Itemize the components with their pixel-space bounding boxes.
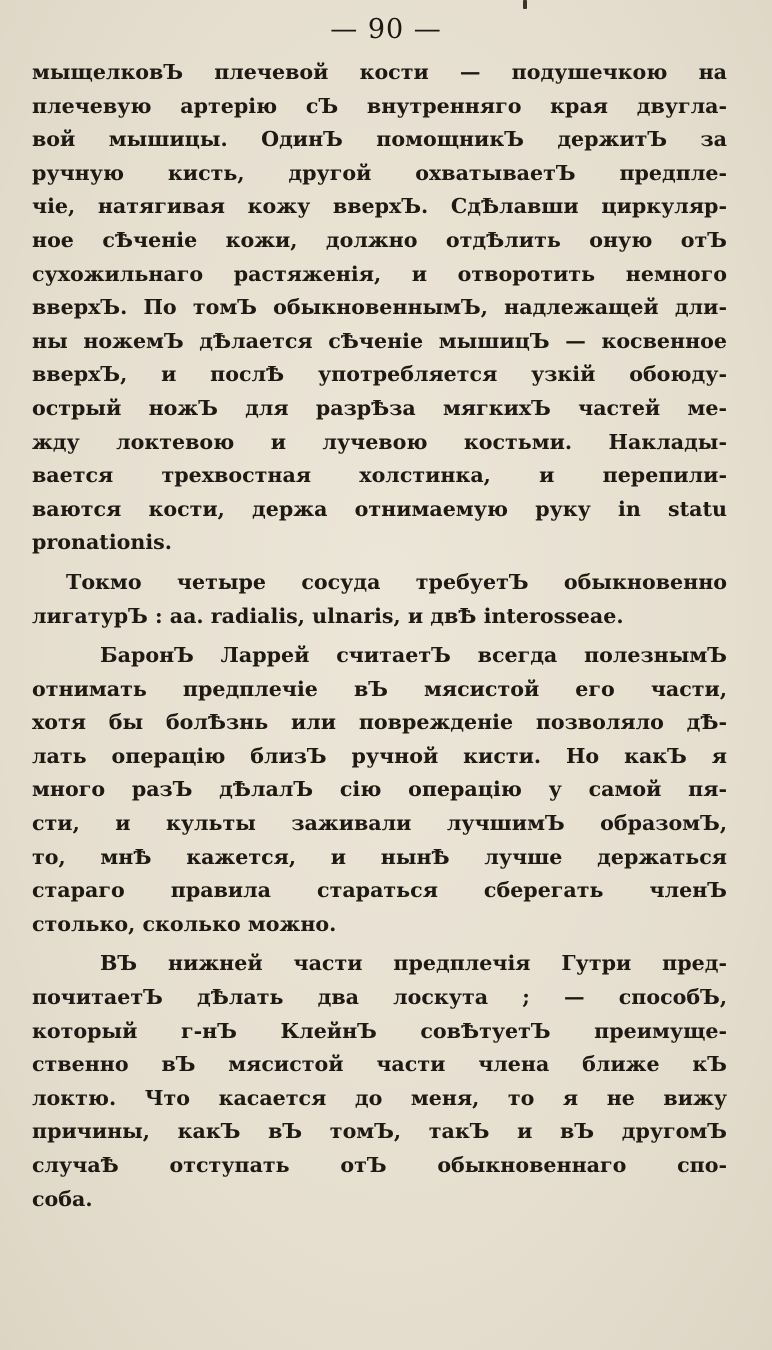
text-line: лигатурЪ : aa. radialis, ulnaris, и двѢ interosseae. — [32, 603, 624, 628]
text-line: который г-нЪ КлейнЪ совѢтуетЪ преимуще- — [32, 1018, 727, 1043]
paragraph — [32, 56, 727, 560]
text-line: ручную кисть, другой охватываетЪ предпле- — [32, 160, 727, 185]
text-line: локтю. Что касается до меня, то я не вижу — [32, 1085, 727, 1110]
paragraph — [32, 639, 727, 941]
text-line: жду локтевою и лучевою костьми. Наклады- — [32, 429, 727, 454]
text-line: вверхЪ. По томЪ обыкновеннымЪ, надлежащей дли- — [32, 295, 727, 320]
text-line: вается трехвостная холстинка, и перепили- — [32, 463, 727, 488]
text-line: ны ножемЪ дѢлается сѢченіе мышицЪ — косвенное — [32, 328, 727, 353]
body-text — [32, 56, 727, 1216]
text-line: ное сѢченіе кожи, должно отдѢлить оную отЪ — [32, 227, 727, 252]
text-line: отнимать предплечіе вЪ мясистой его части, — [32, 676, 727, 701]
text-line: хотя бы болѢзнь или поврежденіе позволяло дѢ- — [32, 710, 727, 735]
text-line: много разЪ дѢлалЪ сію операцію у самой пя- — [32, 777, 727, 802]
text-line: вверхЪ, и послѢ употребляется узкій обоюду- — [32, 362, 727, 387]
text-line: сти, и культы заживали лучшимЪ образомЪ, — [32, 811, 727, 836]
text-line: ВЪ нижней части предплечія Гутри пред- — [100, 951, 727, 976]
text-line: чіе, натягивая кожу вверхЪ. СдѢлавши циркуляр- — [32, 194, 727, 219]
text-line: причины, какЪ вЪ томЪ, такЪ и вЪ другомЪ — [32, 1119, 727, 1144]
text-line: ваются кости, держа отнимаемую руку in statu — [32, 496, 727, 521]
page-number: — 90 — — [330, 14, 442, 45]
ink-speck — [523, 0, 527, 9]
text-line: острый ножЪ для разрѢза мягкихЪ частей ме- — [32, 395, 727, 420]
text-line: столько, сколько можно. — [32, 911, 337, 936]
text-line: стараго правила стараться сберегать членЪ — [32, 878, 727, 903]
paragraph — [32, 566, 727, 633]
text-line: то, мнѢ кажется, и нынѢ лучше держаться — [32, 844, 727, 869]
text-line: БаронЪ Ларрей считаетЪ всегда полезнымЪ — [100, 643, 727, 668]
text-line: случаѢ отступать отЪ обыкновеннаго спо- — [32, 1153, 727, 1177]
text-line: вой мышицы. ОдинЪ помощникЪ держитЪ за — [32, 127, 727, 152]
text-line: лать операцію близЪ ручной кисти. Но какЪ я — [32, 743, 727, 768]
text-line: Токмо четыре сосуда требуетЪ обыкновенно — [66, 569, 727, 594]
text-line: сухожильнаго растяженія, и отворотить немного — [32, 261, 727, 286]
paragraph — [32, 947, 727, 1216]
text-line: соба. — [32, 1186, 93, 1211]
text-line: мыщелковЪ плечевой кости — подушечкою на — [32, 60, 727, 84]
text-line: плечевую артерію сЪ внутренняго края двугла- — [32, 93, 727, 118]
text-line: ственно вЪ мясистой части члена ближе кЪ — [32, 1052, 727, 1077]
text-line: pronationis. — [32, 530, 172, 555]
text-line: почитаетЪ дѢлать два лоскута ; — способЪ, — [32, 985, 727, 1010]
